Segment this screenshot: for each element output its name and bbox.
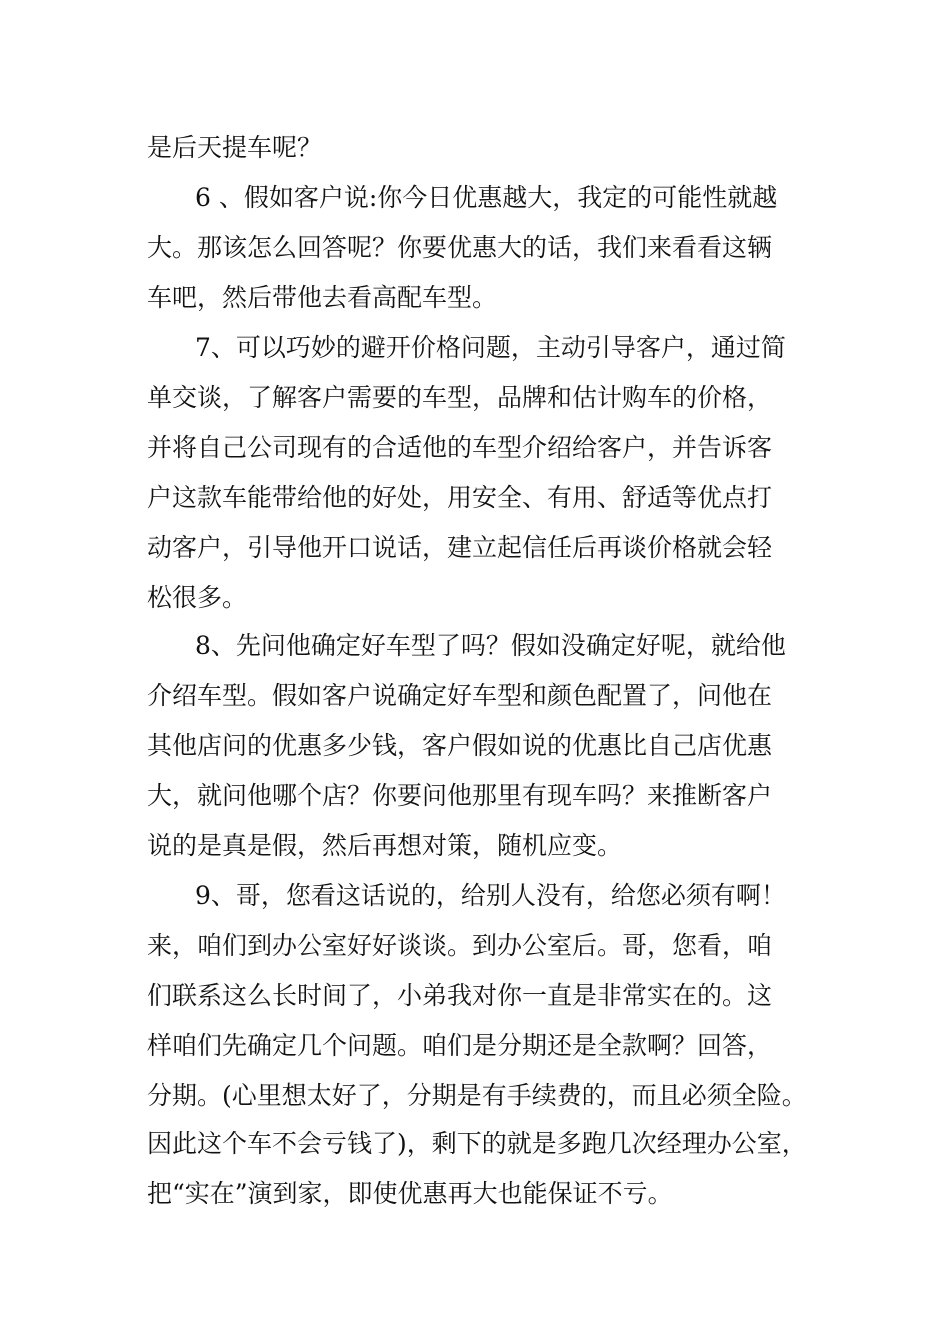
paragraph-8-line-2: 介绍车型。假如客户说确定好车型和颜色配置了，问他在	[147, 681, 773, 710]
paragraph-6-line-1: 6 、假如客户说:你今日优惠越大，我定的可能性就越	[195, 183, 778, 212]
paragraph-8-line-5: 说的是真是假，然后再想对策，随机应变。	[147, 831, 623, 860]
paragraph-6-line-2: 大。那该怎么回答呢？你要优惠大的话，我们来看看这辆	[147, 233, 773, 262]
paragraph-9-line-2: 来，咱们到办公室好好谈谈。到办公室后。哥，您看，咱	[147, 931, 773, 960]
paragraph-9-line-1: 9、哥，您看这话说的，给别人没有，给您必须有啊！	[195, 881, 786, 910]
paragraph-6-line-3: 车吧，然后带他去看高配车型。	[147, 283, 498, 312]
paragraph-7-line-4: 户这款车能带给他的好处，用安全、有用、舒适等优点打	[147, 483, 773, 512]
paragraph-8-line-1: 8、先问他确定好车型了吗？假如没确定好呢，就给他	[195, 631, 786, 660]
paragraph-9-line-4: 样咱们先确定几个问题。咱们是分期还是全款啊？回答，	[147, 1031, 773, 1060]
paragraph-9-line-3: 们联系这么长时间了，小弟我对你一直是非常实在的。这	[147, 981, 773, 1010]
paragraph-8-line-4: 大，就问他哪个店？你要问他那里有现车吗？来推断客户	[147, 781, 773, 810]
paragraph-7-line-2: 单交谈，了解客户需要的车型，品牌和估计购车的价格，	[147, 383, 773, 412]
paragraph-9-line-5: 分期。(心里想太好了，分期是有手续费的，而且必须全险。	[147, 1081, 807, 1110]
paragraph-7-line-6: 松很多。	[147, 583, 248, 612]
paragraph-7-line-5: 动客户，引导他开口说话，建立起信任后再谈价格就会轻	[147, 533, 773, 562]
paragraph-7-line-1: 7、可以巧妙的避开价格问题，主动引导客户，通过简	[195, 333, 786, 362]
paragraph-5-line-end: 是后天提车呢？	[147, 133, 323, 162]
paragraph-9-line-6: 因此这个车不会亏钱了)，剩下的就是多跑几次经理办公室，	[147, 1129, 807, 1158]
paragraph-8-line-3: 其他店问的优惠多少钱，客户假如说的优惠比自己店优惠	[147, 731, 773, 760]
paragraph-7-line-3: 并将自己公司现有的合适他的车型介绍给客户，并告诉客	[147, 433, 773, 462]
paragraph-9-line-7: 把“实在”演到家，即使优惠再大也能保证不亏。	[147, 1179, 673, 1208]
